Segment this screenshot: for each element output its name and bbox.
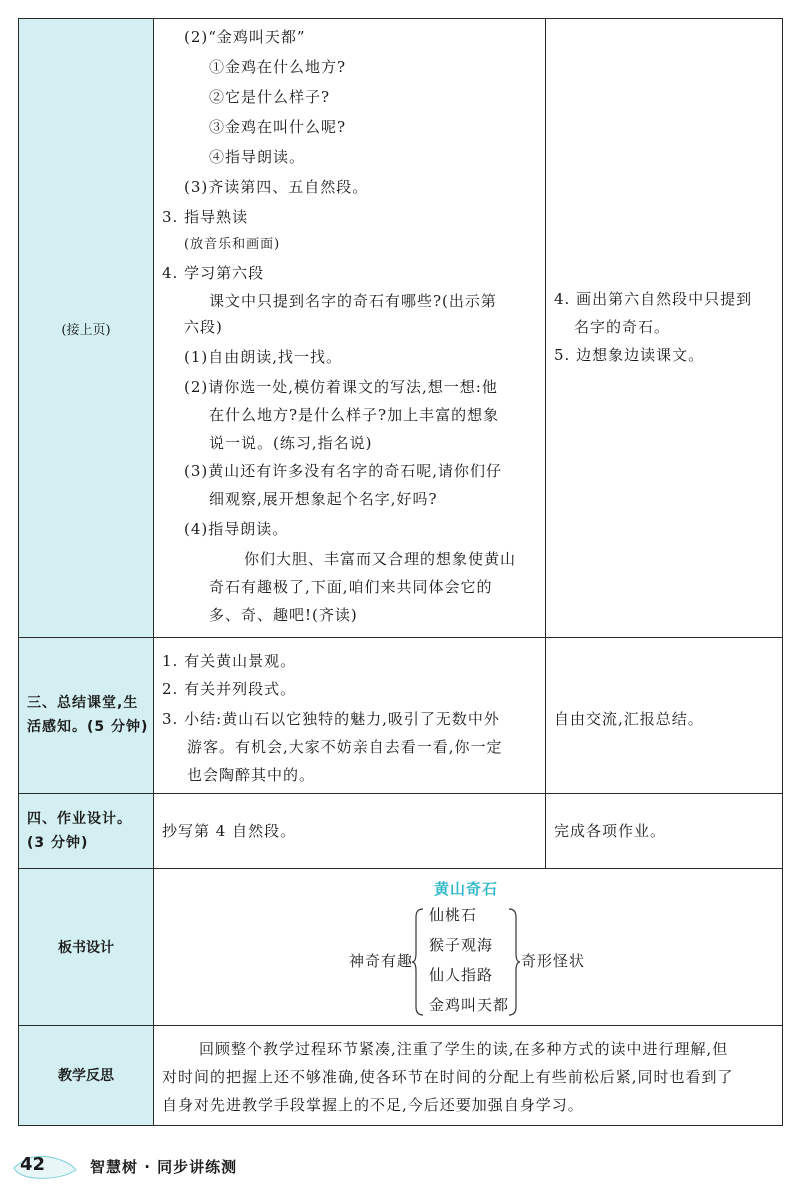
- text-line: ④指导朗读。: [209, 148, 306, 166]
- student-activity-line: 名字的奇石。: [574, 318, 671, 336]
- text-line: 六段): [184, 318, 223, 336]
- text-line: 你们大胆、丰富而又合理的想象使黄山: [244, 550, 517, 568]
- text-line: ①金鸡在什么地方?: [209, 58, 347, 76]
- row-label-reflection: [19, 1025, 154, 1125]
- row-divider: [19, 793, 782, 794]
- text-line: ②它是什么样子?: [209, 88, 331, 106]
- board-left-text: 神奇有趣: [349, 952, 414, 970]
- board-item: 仙桃石: [429, 906, 478, 924]
- text-line: (3)黄山还有许多没有名字的奇石呢,请你们仔: [184, 462, 503, 480]
- summary-label-line2: 活感知。(5 分钟): [27, 719, 149, 735]
- text-line: 3. 小结:黄山石以它独特的魅力,吸引了无数中外: [162, 710, 500, 728]
- board-item: 仙人指路: [429, 966, 494, 984]
- board-item: 猴子观海: [429, 936, 494, 954]
- text-line: 在什么地方?是什么样子?加上丰富的想象: [209, 406, 500, 424]
- board-title: 黄山奇石: [434, 880, 499, 898]
- text-line: 奇石有趣极了,下面,咱们来共同体会它的: [209, 578, 493, 596]
- board-label: 板书设计: [58, 939, 114, 956]
- text-line: 细观察,展开想象起个名字,好吗?: [209, 490, 438, 508]
- right-brace-icon: [507, 907, 521, 1017]
- footer-brand: 智慧树 · 同步讲练测: [90, 1158, 238, 1176]
- text-line: 4. 学习第六段: [162, 264, 265, 282]
- text-line: (放音乐和画面): [184, 237, 281, 252]
- text-line: 1. 有关黄山景观。: [162, 652, 297, 670]
- column-divider: [545, 19, 546, 868]
- text-line: 3. 指导熟读: [162, 208, 249, 226]
- row-divider: [19, 868, 782, 869]
- text-line: 抄写第 4 自然段。: [162, 822, 297, 840]
- reflection-line: 自身对先进教学手段掌握上的不足,今后还要加强自身学习。: [162, 1096, 584, 1114]
- board-right-text: 奇形怪状: [521, 952, 586, 970]
- student-activity-line: 4. 画出第六自然段中只提到: [554, 290, 753, 308]
- text-line: 2. 有关并列段式。: [162, 680, 297, 698]
- reflection-line: 对时间的把握上还不够准确,使各环节在时间的分配上有些前松后紧,同时也看到了: [162, 1068, 734, 1086]
- text-line: 多、奇、趣吧!(齐读): [209, 606, 358, 624]
- row-divider: [19, 1025, 782, 1026]
- homework-label-line1: 四、作业设计。: [27, 810, 132, 827]
- student-activity-line: 自由交流,汇报总结。: [554, 710, 704, 728]
- reflection-line: 回顾整个教学过程环节紧凑,注重了学生的读,在多种方式的读中进行理解,但: [199, 1040, 729, 1058]
- reflection-label: 教学反思: [58, 1068, 114, 1084]
- student-activity-line: 完成各项作业。: [554, 822, 667, 840]
- text-line: 说一说。(练习,指名说): [209, 434, 373, 452]
- text-line: ③金鸡在叫什么呢?: [209, 118, 347, 136]
- board-item: 金鸡叫天都: [429, 996, 510, 1014]
- text-line: 游客。有机会,大家不妨亲自去看一看,你一定: [187, 738, 503, 756]
- left-brace-icon: [411, 907, 425, 1017]
- text-line: (4)指导朗读。: [184, 520, 289, 538]
- row-divider: [19, 637, 782, 638]
- text-line: 也会陶醉其中的。: [187, 766, 316, 784]
- student-activity-line: 5. 边想象边读课文。: [554, 346, 705, 364]
- text-line: (3)齐读第四、五自然段。: [184, 178, 369, 196]
- row-label-continued: [19, 19, 154, 637]
- text-line: (2)“金鸡叫天都”: [184, 28, 306, 46]
- text-line: (1)自由朗读,找一找。: [184, 348, 343, 366]
- row-label-homework: [19, 793, 154, 868]
- summary-label-line1: 三、总结课堂,生: [27, 695, 139, 711]
- row-label-board: [19, 868, 154, 1025]
- row-label-summary: [19, 637, 154, 793]
- text-line: 课文中只提到名字的奇石有哪些?(出示第: [209, 292, 497, 310]
- text-line: (2)请你选一处,模仿着课文的写法,想一想:他: [184, 378, 498, 396]
- lesson-plan-table: [18, 18, 783, 1126]
- homework-label-line2: (3 分钟): [27, 834, 89, 851]
- page-number: 42: [20, 1154, 46, 1175]
- continued-label: (接上页): [61, 322, 111, 338]
